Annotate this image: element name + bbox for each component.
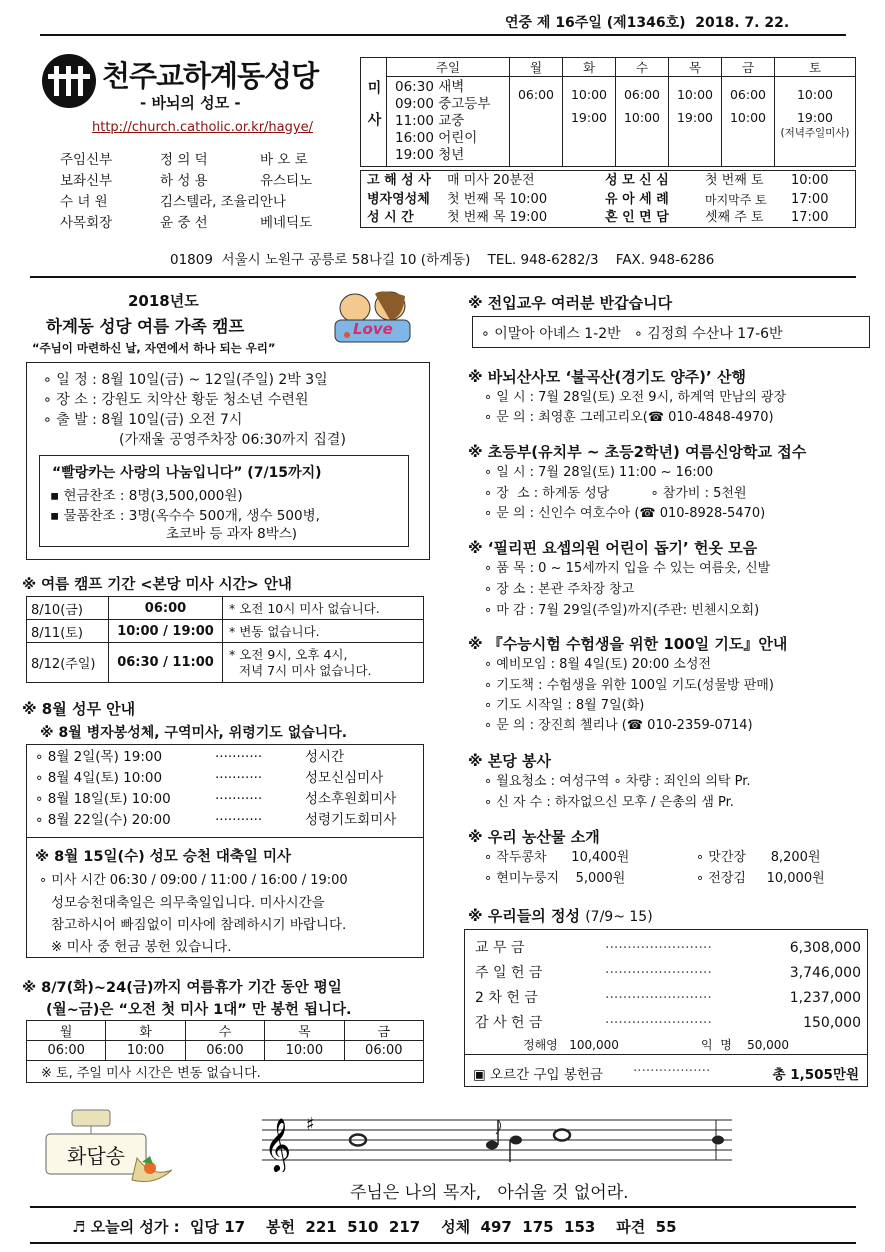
- service-title: ※ 본당 봉사: [468, 752, 551, 770]
- staff-row: 주임신부 정 의 덕 바 오 로: [60, 152, 308, 168]
- sponsor-box: “빨랑카는 사랑의 나눔입니다” (7/15까지) ▪ 현금찬조 : 8명(3,500,000원) ▪ 물품찬조 : 3명(옥수수 500개, 생수 500병, 초코바 등 과자 8박스): [39, 455, 409, 547]
- assumption-time: ∘ 미사 시간 06:30 / 09:00 / 11:00 / 16:00 / 19:00: [39, 873, 348, 888]
- offering-title: ※ 우리들의 정성 (7/9~ 15): [468, 907, 653, 925]
- assumption-title: ※ 8월 15일(수) 성모 승천 대축일 미사: [35, 849, 291, 865]
- camp-subtitle: “주님이 마련하신 날, 자연에서 하나 되는 우리”: [32, 341, 276, 355]
- parish-patron: - 바뇌의 성모 -: [140, 94, 241, 112]
- staff-row: 사목회장 윤 중 선 베네딕도: [60, 215, 313, 231]
- psalm-lyrics: 주님은 나의 목자, 아쉬울 것 없어라.: [350, 1183, 629, 1203]
- footer-top-rule: [30, 1206, 856, 1208]
- treble-clef-icon: 𝄞: [264, 1117, 292, 1171]
- offering-row: 감 사 헌 금 ························ 150,000: [475, 1015, 861, 1031]
- sacrament-row: 고 해 성 사 매 미사 20분전 성 모 신 심 첫 번째 토 10:00: [367, 173, 829, 188]
- clothes-title: ※ ‘필리핀 요셉의원 어린이 돕기’ 헌옷 모음: [468, 539, 758, 557]
- offering-row: 2 차 헌 금 ························ 1,237,000: [475, 990, 861, 1006]
- music-staff: [262, 1110, 742, 1172]
- vacation-title-2: (월~금)은 “오전 첫 미사 1대” 만 봉헌 됩니다.: [46, 1002, 352, 1018]
- list-item: ∘ 8월 22일(수) 20:00 ··········· 성령기도회미사: [35, 812, 397, 828]
- parish-url[interactable]: http://church.catholic.or.kr/hagye/: [92, 120, 313, 135]
- footer-bottom-rule: [30, 1242, 856, 1244]
- aug-box: ∘ 8월 2일(목) 19:00 ··········· 성시간 ∘ 8월 4일(토) 10:00 ··········· 성모신심미사 ∘ 8월 18일(토) 10:00 ··········· 성소후원회미사 ∘ 8월 22일(수) 20:00 ··········· 성령기도회미사 ※ 8월 15일(수) 성모 승천 대축일 미사 ∘ 미사 시간 06:30 / 09:00 / 11:00 / 16:00 / 19:00 성모승천대축일은 의무축일입니다. 미사시간을 참고하시어 빠짐없이 미사에 참례하시기 바랍니다. ※ 미사 중 헌금 봉헌 있습니다.: [26, 744, 424, 958]
- hike-title: ※ 바뇌산사모 ‘불곡산(경기도 양주)’ 산행: [468, 368, 746, 386]
- camp-mass-table: [26, 596, 424, 683]
- camp-logo-text: Love: [353, 320, 393, 338]
- staff-list: [60, 150, 340, 234]
- sacrament-row: 성 시 간 첫 번째 목 19:00 혼 인 면 담 셋째 주 토 17:00: [367, 210, 829, 225]
- list-item: ∘ 8월 18일(토) 10:00 ··········· 성소후원회미사: [35, 791, 397, 807]
- sharp-icon: ♯: [306, 1114, 315, 1135]
- parish-name: 천주교하계동성당: [102, 59, 319, 93]
- mass-label: 미사: [361, 58, 387, 167]
- farm-title: ※ 우리 농산물 소개: [468, 828, 600, 846]
- issue-date: 연중 제 16주일 (제1346호) 2018. 7. 22.: [505, 15, 790, 31]
- aug-sub: ※ 8월 병자봉성체, 구역미사, 위령기도 없습니다.: [40, 725, 348, 741]
- camp-info-box: ∘ 일 정 : 8월 10일(금) ~ 12일(주일) 2박 3일 ∘ 장 소 : 강원도 치악산 황둔 청소년 수련원 ∘ 출 발 : 8월 10일(금) 오전 7시 (가재울 공영주차장 06:30까지 집결) “빨랑카는 사랑의 나눔입니다” (7/15까지) ▪ 현금찬조 : 8명(3,500,000원) ▪ 물품찬조 : 3명(옥수수 500개, 생수 500병, 초코바 등 과자 8박스): [26, 362, 430, 560]
- organ-fund-row: ▣ 오르간 구입 봉헌금 ·················· 총 1,505만원: [473, 1063, 859, 1083]
- mass-schedule-table: 미사 주일 월 화 수 목 금 토 06:30 새벽 09:00 중고등부 11:00 교중 16:00 어린이 19:00 청년 06:00 10:00 19:00 06:00 10:00 10:00 19:00 06:00 10:00 10:00 19:00 (저녁주일미사): [360, 57, 856, 167]
- camp-mass-title: ※ 여름 캠프 기간 <본당 미사 시간> 안내: [22, 577, 292, 593]
- vacation-table: 월 화 수 목 금 06:00 10:00 06:00 10:00 06:00 ※ 토, 주일 미사 시간은 변동 없습니다.: [26, 1020, 424, 1083]
- aug-title: ※ 8월 성무 안내: [22, 700, 136, 718]
- newcomers-title: ※ 전입교우 여러분 반갑습니다: [468, 294, 673, 312]
- vacation-title: ※ 8/7(화)~24(금)까지 여름휴가 기간 동안 평일: [22, 980, 342, 996]
- psalm-badge: [42, 1108, 152, 1180]
- school-title: ※ 초등부(유치부 ~ 초등2학년) 여름신앙학교 접수: [468, 443, 807, 461]
- offering-box: 교 무 금 ························ 6,308,000 주 일 헌 금 ························ 3,746,000 2 차 헌 금 ························ 1,237,000 감 사 헌 금 ························ 150,000 정해영 100,000 익 명 50,000 ▣ 오르간 구입 봉헌금 ·················· 총 1,505만원: [464, 929, 868, 1087]
- newcomers-box: ∘ 이말아 아녜스 1-2반 ∘ 김정희 수산나 17-6반: [472, 316, 870, 348]
- header-rule: [40, 34, 846, 36]
- list-item: ∘ 8월 2일(목) 19:00 ··········· 성시간: [35, 749, 345, 765]
- exam-title: ※ 『수능시험 수험생을 위한 100일 기도』안내: [468, 635, 788, 653]
- hymns: ♬ 오늘의 성가 : 입당 17 봉헌 221 510 217 성체 497 175 153 파견 55: [72, 1218, 677, 1236]
- camp-logo: [325, 288, 420, 348]
- staff-row: 수 녀 원 김스텔라, 조율리안나: [60, 194, 286, 210]
- sacraments-box: [360, 170, 856, 228]
- table-row: 8/12(주일) 06:30 / 11:00 * 오전 9시, 오후 4시, 저녁 7시 미사 없습니다.: [27, 643, 424, 683]
- table-row: 8/10(금) 06:00 * 오전 10시 미사 없습니다.: [27, 597, 424, 620]
- psalm-label: 화답송: [67, 1144, 125, 1168]
- table-row: 8/11(토) 10:00 / 19:00 * 변동 없습니다.: [27, 620, 424, 643]
- camp-title: 하계동 성당 여름 가족 캠프: [46, 317, 245, 336]
- staff-row: 보좌신부 하 성 용 유스티노: [60, 173, 313, 189]
- address: 01809 서울시 노원구 공릉로 58나길 10 (하계동) TEL. 948-6282/3 FAX. 948-6286: [170, 252, 715, 268]
- church-logo-icon: [40, 52, 98, 110]
- list-item: ∘ 8월 4일(토) 10:00 ··········· 성모신심미사: [35, 770, 384, 786]
- love-illustration-icon: [325, 288, 420, 348]
- offering-row: 주 일 헌 금 ························ 3,746,000: [475, 965, 861, 981]
- offering-row: 교 무 금 ························ 6,308,000: [475, 940, 861, 956]
- header-bottom-rule: [30, 276, 856, 278]
- camp-year: 2018년도: [128, 292, 199, 310]
- sacrament-row: 병자영성체 첫 번째 목 10:00 유 아 세 례 마지막주 토 17:00: [367, 191, 829, 207]
